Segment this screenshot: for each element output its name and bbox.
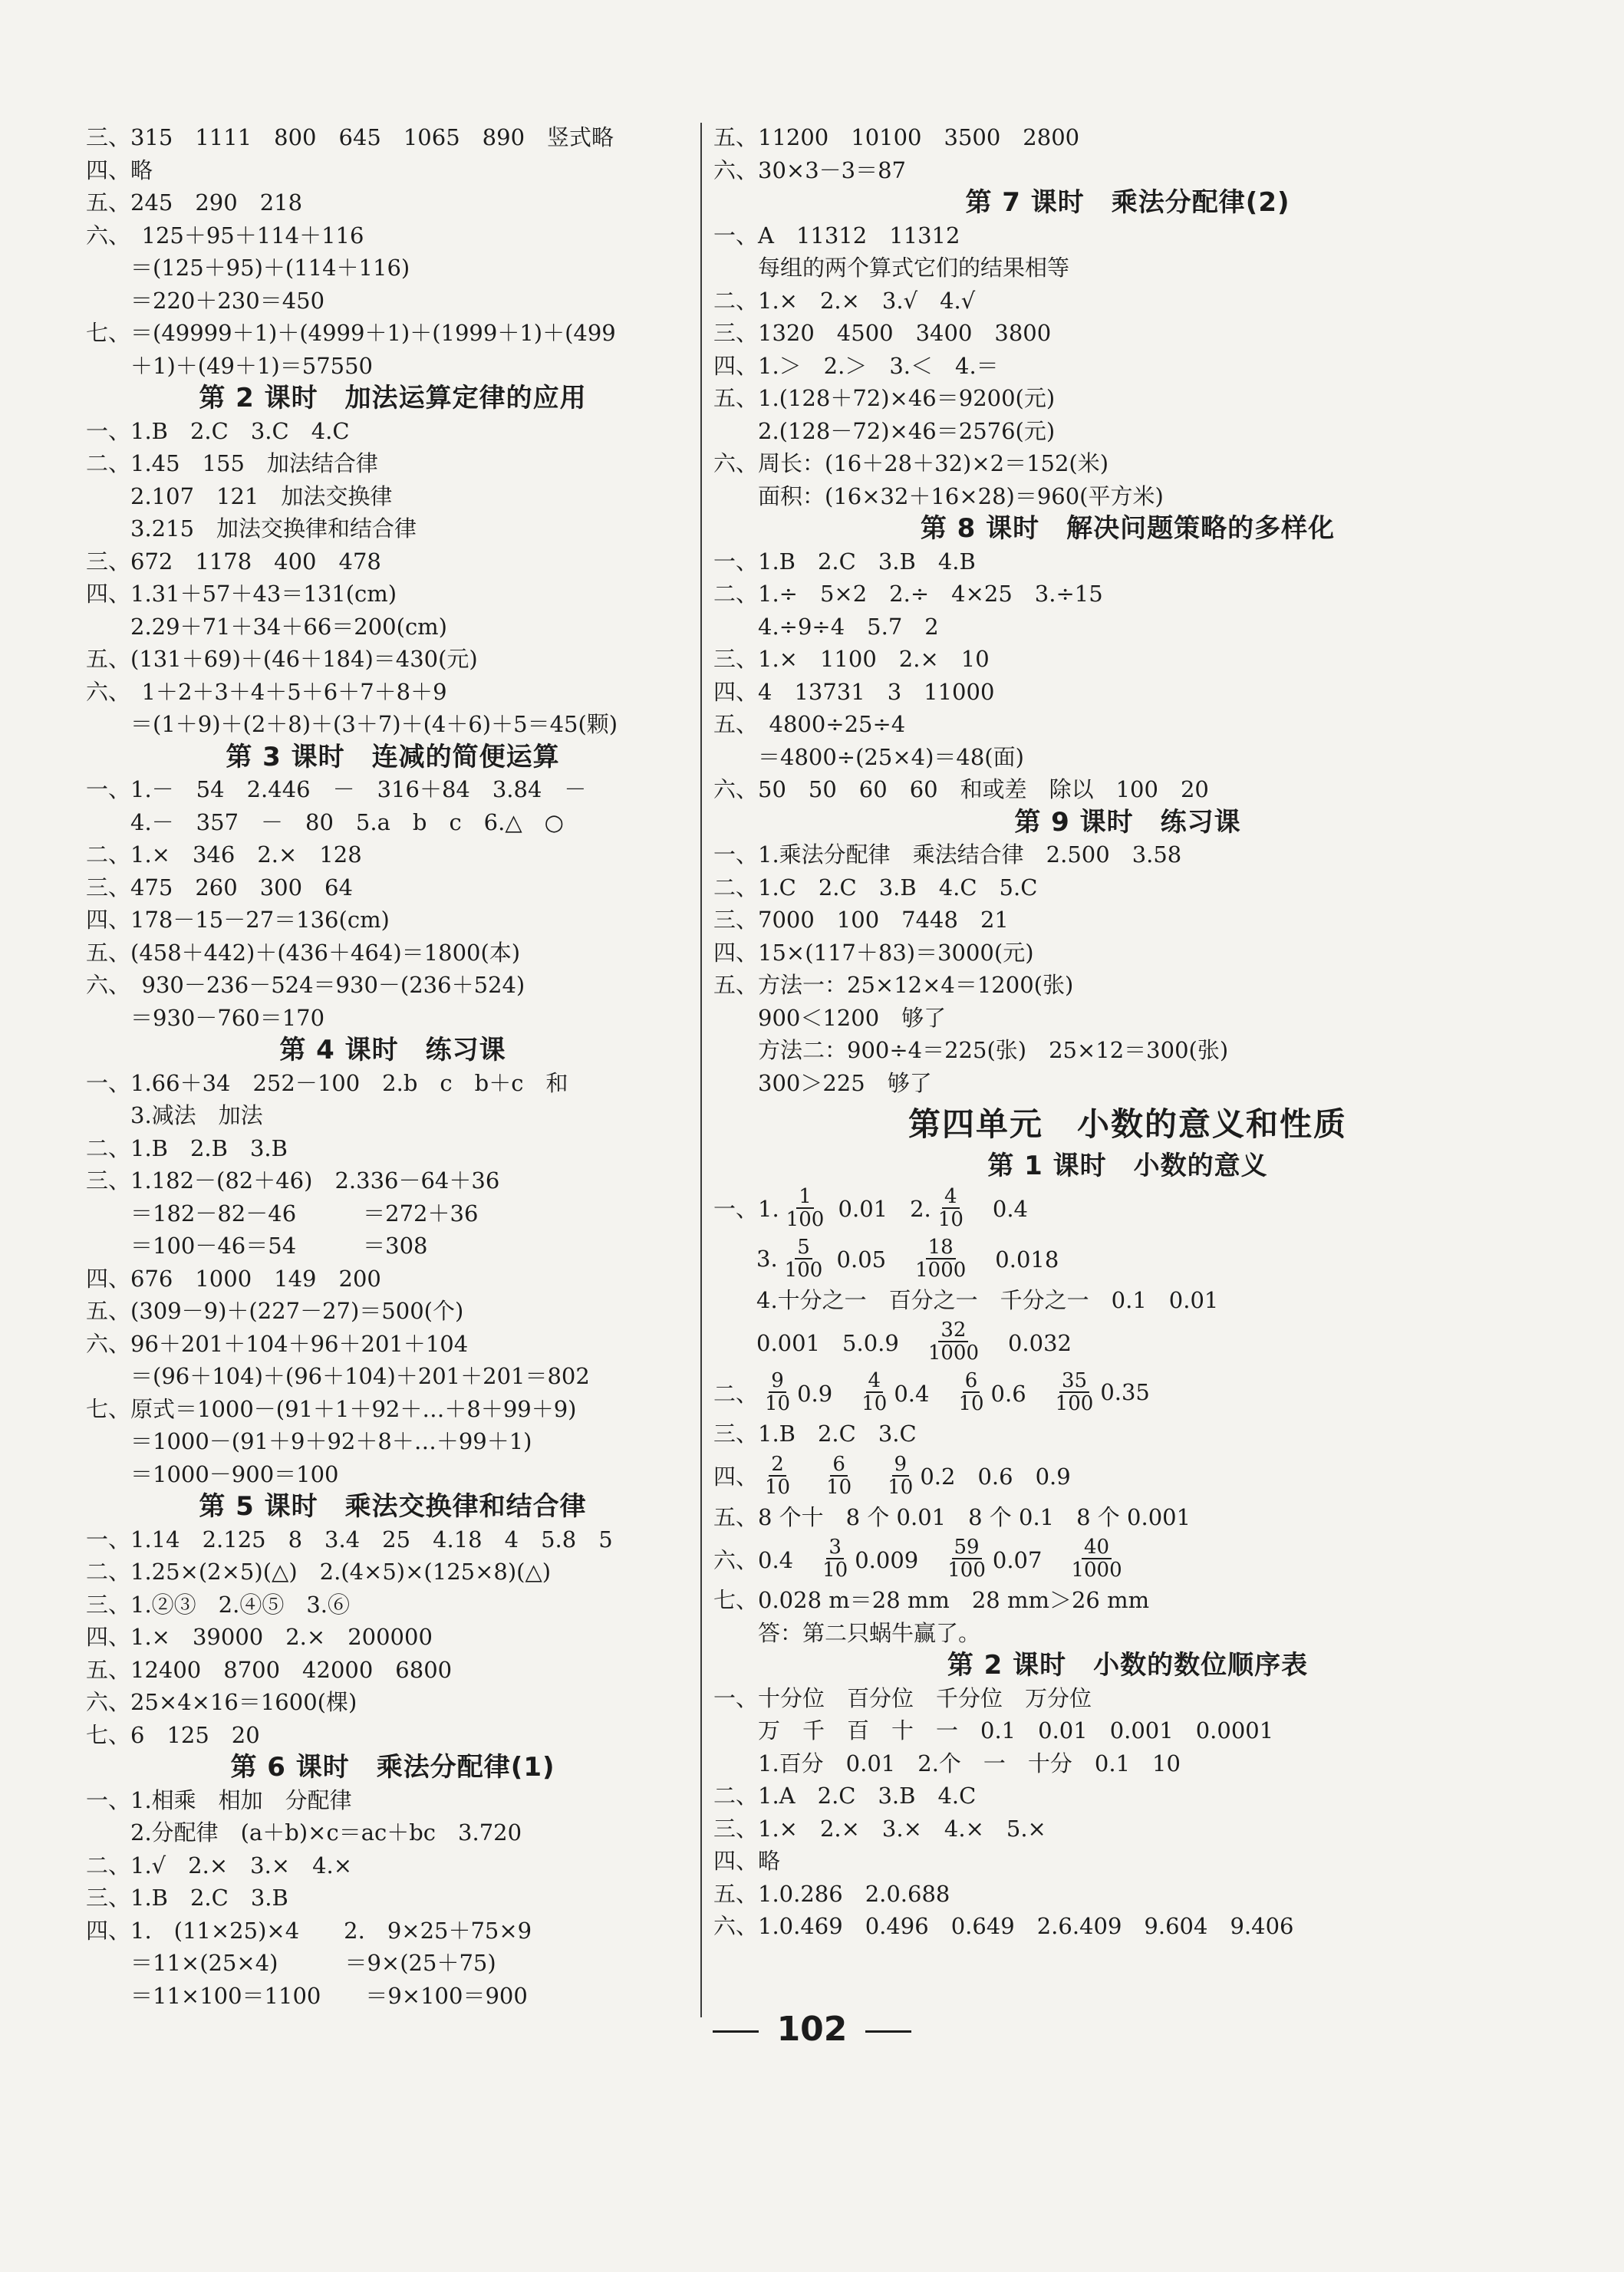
answer-line: 三、1.× 2.× 3.× 4.× 5.×	[713, 1815, 1046, 1842]
answer-text: 0.9	[797, 1380, 855, 1407]
answer-line: ＝182－82－46 ＝272＋36	[86, 1200, 479, 1227]
answer-line: 面积：(16×32＋16×28)＝960(平方米)	[713, 482, 1164, 509]
numerator: 6	[963, 1370, 980, 1393]
answer-line: ＝220＋230＝450	[86, 287, 325, 314]
answer-line: 万 千 百 十 一 0.1 0.01 0.001 0.0001	[713, 1717, 1274, 1744]
answer-line: 二、1.÷ 5×2 2.÷ 4×25 3.÷15	[713, 581, 1103, 607]
fraction-answer-line	[713, 1450, 1542, 1501]
answer-line: 七、0.028 m＝28 mm 28 mm＞26 mm	[713, 1587, 1150, 1613]
answer-text: 0.07	[992, 1546, 1065, 1573]
fraction	[782, 1236, 825, 1281]
numerator: 4	[866, 1370, 884, 1393]
answer-text: 0.018	[973, 1246, 1059, 1273]
lesson-heading: 第 8 课时 解决问题策略的多样化	[920, 513, 1336, 544]
answer-text: 0.01 2.	[831, 1196, 931, 1222]
answer-line: 一、1.14 2.125 8 3.4 25 4.18 4 5.8 5	[86, 1526, 613, 1553]
fraction	[956, 1370, 986, 1414]
spacer	[797, 1460, 819, 1491]
numerator: 35	[1059, 1370, 1089, 1393]
answer-text: 0.032	[985, 1329, 1072, 1356]
answer-line: 答：第二只蜗牛赢了。	[713, 1619, 981, 1646]
answer-line: 一、1.66＋34 252－100 2.b c b＋c 和	[86, 1069, 568, 1096]
denominator: 10	[765, 1475, 791, 1499]
fraction	[784, 1186, 827, 1230]
answer-line: 一、1.B 2.C 3.B 4.B	[713, 548, 976, 575]
answer-line: 五、1.0.286 2.0.688	[713, 1880, 950, 1907]
answer-line: 五、1.(128＋72)×46＝9200(元)	[713, 385, 1056, 411]
fraction	[885, 1454, 915, 1498]
numerator: 40	[1082, 1536, 1112, 1559]
answer-line: 四、1.＞ 2.＞ 3.＜ 4.＝	[713, 352, 999, 379]
answer-line: 四、178－15－27＝136(cm)	[86, 907, 390, 933]
unit-heading: 第四单元 小数的意义和性质	[908, 1105, 1347, 1143]
answer-line: 三、1320 4500 3400 3800	[713, 320, 1052, 346]
answer-line: 三、7000 100 7448 21	[713, 907, 1009, 933]
answer-line: 一、1.乘法分配律 乘法结合律 2.500 3.58	[713, 841, 1182, 868]
left-column	[86, 121, 700, 2012]
answer-line: 三、1.× 1100 2.× 10	[713, 646, 990, 672]
answer-line: ＝1000－900＝100	[86, 1460, 339, 1487]
answer-line: 二、1.C 2.C 3.B 4.C 5.C	[713, 874, 1038, 901]
answer-line: 四、1.31＋57＋43＝131(cm)	[86, 581, 397, 607]
answer-line: 五、(309－9)＋(227－27)＝500(个)	[86, 1298, 464, 1324]
denominator: 100	[784, 1258, 823, 1282]
right-column	[713, 121, 1542, 1943]
answer-line: ＝930－760＝170	[86, 1004, 325, 1031]
answer-text: 0.05	[829, 1246, 909, 1273]
numerator: 6	[830, 1454, 848, 1477]
fraction-answer-line	[713, 1316, 1542, 1367]
answer-line: 三、1.182－(82＋46) 2.336－64＋36	[86, 1167, 500, 1194]
answer-line: 一、1.B 2.C 3.C 4.C	[86, 417, 350, 444]
answer-line: ＝(125＋95)＋(114＋116)	[86, 255, 410, 281]
answer-text: 六、0.4	[713, 1546, 816, 1573]
lesson-heading: 第 2 课时 小数的数位顺序表	[947, 1650, 1309, 1681]
fraction	[913, 1236, 968, 1281]
answer-line: 二、1.A 2.C 3.B 4.C	[713, 1783, 977, 1809]
answer-line: 三、1.②③ 2.④⑤ 3.⑥	[86, 1591, 351, 1618]
answer-line: ＝11×(25×4) ＝9×(25＋75)	[86, 1950, 496, 1976]
answer-line: 六、 1＋2＋3＋4＋5＋6＋7＋8＋9	[86, 678, 447, 705]
fraction	[1053, 1370, 1096, 1414]
answer-line: 2.分配律 (a＋b)×c＝ac＋bc 3.720	[86, 1819, 522, 1846]
numerator: 1	[796, 1186, 814, 1209]
answer-line: 二、1.B 2.B 3.B	[86, 1134, 288, 1161]
answer-line: 3.减法 加法	[86, 1102, 263, 1128]
fraction	[820, 1536, 850, 1581]
answer-line: ＝11×100＝1100 ＝9×100＝900	[86, 1982, 528, 2009]
answer-line: 三、1.B 2.C 3.C	[713, 1421, 917, 1447]
answer-text: 一、1.	[713, 1196, 779, 1222]
denominator: 100	[947, 1559, 986, 1582]
answer-line: 六、 125＋95＋114＋116	[86, 222, 364, 249]
denominator: 1000	[915, 1258, 967, 1282]
numerator: 59	[952, 1536, 982, 1559]
fraction-answer-line	[713, 1183, 1542, 1233]
answer-line: 三、315 1111 800 645 1065 890 竖式略	[86, 124, 614, 150]
answer-line: ＝(96＋104)＋(96＋104)＋201＋201＝802	[86, 1363, 590, 1389]
answer-line: 六、50 50 60 60 和或差 除以 100 20	[713, 776, 1209, 802]
answer-line: 三、475 260 300 64	[86, 874, 353, 901]
page-number-text: 102	[776, 2010, 848, 2049]
answer-text: 二、	[713, 1380, 759, 1407]
denominator: 10	[937, 1207, 964, 1231]
answer-line: 六、周长：(16＋28＋32)×2＝152(米)	[713, 450, 1109, 476]
answer-line: 2.(128－72)×46＝2576(元)	[713, 417, 1056, 444]
answer-line: 一、1.相乘 相加 分配律	[86, 1786, 352, 1813]
answer-line: 六、25×4×16＝1600(棵)	[86, 1689, 357, 1715]
answer-line: 四、略	[86, 156, 153, 183]
answer-line: 4.÷9÷4 5.7 2	[713, 613, 939, 640]
answer-line: 900＜1200 够了	[713, 1004, 947, 1031]
answer-line: 二、1.× 346 2.× 128	[86, 841, 362, 868]
denominator: 10	[888, 1475, 914, 1499]
lesson-heading: 第 2 课时 加法运算定律的应用	[199, 383, 587, 413]
denominator: 10	[822, 1559, 848, 1582]
fraction-answer-line	[713, 1233, 1542, 1284]
answer-line: 七、＝(49999＋1)＋(4999＋1)＋(1999＋1)＋(499	[86, 320, 616, 346]
numerator: 4	[942, 1186, 960, 1209]
answer-line: 一、十分位 百分位 千分位 万分位	[713, 1684, 1092, 1711]
answer-text: 0.4	[970, 1196, 1028, 1222]
answer-line: 300＞225 够了	[713, 1069, 932, 1096]
answer-line: 每组的两个算式它们的结果相等	[713, 255, 1070, 281]
numerator: 2	[769, 1454, 786, 1477]
answer-line: 四、略	[713, 1848, 781, 1874]
denominator: 10	[765, 1392, 791, 1415]
answer-line: 二、1.× 2.× 3.√ 4.√	[713, 287, 976, 314]
denominator: 10	[861, 1392, 888, 1415]
answer-line: 三、672 1178 400 478	[86, 548, 381, 575]
answer-line: 二、1.45 155 加法结合律	[86, 450, 378, 476]
answer-line: 七、原式＝1000－(91＋1＋92＋…＋8＋99＋9)	[86, 1395, 577, 1422]
lesson-heading: 第 9 课时 练习课	[1014, 806, 1241, 838]
numerator: 9	[769, 1370, 786, 1393]
answer-text: 0.4	[894, 1380, 952, 1407]
answer-line: 二、1.25×(2×5)(△) 2.(4×5)×(125×8)(△)	[86, 1559, 552, 1585]
answer-line: 五、11200 10100 3500 2800	[713, 124, 1080, 150]
denominator: 10	[958, 1392, 984, 1415]
fraction-answer-line	[713, 1367, 1542, 1418]
answer-line: 一、A 11312 11312	[713, 222, 960, 249]
answer-line: 六、1.0.469 0.496 0.649 2.6.409 9.604 9.406	[713, 1913, 1294, 1939]
denominator: 10	[826, 1475, 852, 1499]
answer-line: 四、676 1000 149 200	[86, 1265, 381, 1292]
answer-text: 0.009	[855, 1546, 941, 1573]
fraction	[936, 1186, 966, 1230]
answer-line: 四、15×(117＋83)＝3000(元)	[713, 939, 1034, 966]
numerator: 18	[926, 1236, 956, 1259]
fraction	[824, 1454, 854, 1498]
answer-line: 三、1.B 2.C 3.B	[86, 1885, 288, 1911]
answer-line: 六、30×3－3＝87	[713, 156, 907, 183]
denominator: 100	[786, 1207, 825, 1231]
lesson-heading: 第 6 课时 乘法分配律(1)	[230, 1752, 555, 1783]
answer-line: 3.215 加法交换律和结合律	[86, 515, 417, 542]
answer-text: 0.2 0.6 0.9	[920, 1464, 1071, 1490]
answer-line: 一、1.－ 54 2.446 － 316＋84 3.84 －	[86, 776, 587, 802]
lesson-heading: 第 4 课时 练习课	[279, 1035, 506, 1065]
answer-line: 4.十分之一 百分之一 千分之一 0.1 0.01	[756, 1286, 1219, 1313]
answer-line: ＝(1＋9)＋(2＋8)＋(3＋7)＋(4＋6)＋5＝45(颗)	[86, 711, 618, 737]
fraction	[945, 1536, 988, 1581]
answer-line: 五、245 290 218	[86, 189, 303, 216]
answer-line: 五、 4800÷25÷4	[713, 711, 906, 737]
answer-line: ＝100－46＝54 ＝308	[86, 1233, 428, 1259]
answer-line: ＝4800÷(25×4)＝48(面)	[713, 743, 1024, 770]
denominator: 1000	[927, 1342, 979, 1365]
lesson-heading: 第 5 课时 乘法交换律和结合律	[199, 1491, 587, 1522]
lesson-heading: 第 3 课时 连减的简便运算	[226, 741, 560, 772]
dash-right	[865, 2030, 911, 2033]
numerator: 9	[892, 1454, 910, 1477]
denominator: 1000	[1071, 1559, 1122, 1582]
answer-line: 七、6 125 20	[86, 1721, 260, 1748]
lesson-heading: 第 1 课时 小数的意义	[987, 1151, 1268, 1181]
answer-line: 五、8 个十 8 个 0.01 8 个 0.1 8 个 0.001	[713, 1503, 1191, 1530]
answer-text: 3.	[756, 1245, 778, 1272]
answer-line: 四、1. (11×25)×4 2. 9×25＋75×9	[86, 1917, 532, 1944]
answer-line: 四、4 13731 3 11000	[713, 678, 995, 705]
answer-text: 0.001 5.0.9	[756, 1329, 921, 1356]
numerator: 5	[795, 1236, 812, 1259]
answer-line: 五、(131＋69)＋(46＋184)＝430(元)	[86, 646, 478, 672]
column-divider	[700, 123, 702, 2017]
fraction	[763, 1370, 792, 1414]
numerator: 32	[938, 1319, 968, 1342]
answer-line: 五、(458＋442)＋(436＋464)＝1800(本)	[86, 939, 521, 966]
fraction-answer-line	[713, 1533, 1542, 1584]
page-number	[0, 2010, 1624, 2049]
answer-text: 四、	[713, 1464, 759, 1490]
answer-line: 2.29＋71＋34＋66＝200(cm)	[86, 613, 447, 640]
answer-line: 五、12400 8700 42000 6800	[86, 1656, 453, 1683]
denominator: 100	[1055, 1392, 1094, 1415]
answer-line: ＝1000－(91＋9＋92＋8＋…＋99＋1)	[86, 1428, 532, 1454]
answer-line: 4.－ 357 － 80 5.a b c 6.△ ○	[86, 808, 564, 835]
answer-line: 六、 930－236－524＝930－(236＋524)	[86, 972, 525, 998]
answer-line: 方法二：900÷4＝225(张) 25×12＝300(张)	[713, 1037, 1229, 1063]
answer-line: 五、方法一：25×12×4＝1200(张)	[713, 972, 1074, 998]
fraction	[926, 1319, 981, 1364]
spacer	[858, 1460, 881, 1491]
answer-line: 六、96＋201＋104＋96＋201＋104	[86, 1330, 469, 1357]
answer-line: ＋1)＋(49＋1)＝57550	[86, 352, 373, 379]
dash-left	[713, 2030, 759, 2033]
fraction	[859, 1370, 889, 1414]
numerator: 3	[826, 1536, 844, 1559]
answer-text: 0.35	[1100, 1379, 1150, 1405]
answer-line: 1.百分 0.01 2.个 一 十分 0.1 10	[713, 1750, 1181, 1776]
answer-text: 0.6	[990, 1380, 1049, 1407]
fraction	[1069, 1536, 1124, 1581]
answer-line: 二、1.√ 2.× 3.× 4.×	[86, 1852, 353, 1879]
answer-line: 2.107 121 加法交换律	[86, 482, 393, 509]
fraction	[763, 1454, 792, 1498]
lesson-heading: 第 7 课时 乘法分配律(2)	[965, 187, 1290, 218]
answer-line: 四、1.× 39000 2.× 200000	[86, 1624, 433, 1650]
